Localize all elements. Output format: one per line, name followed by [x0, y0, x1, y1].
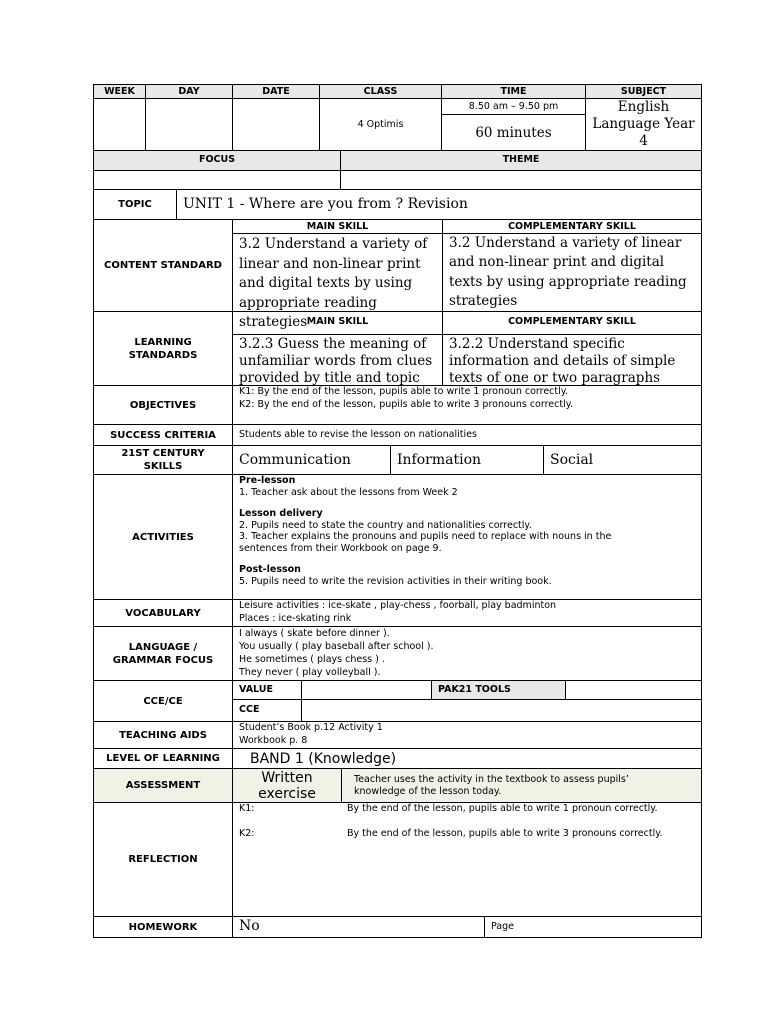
week-header: WEEK — [93, 84, 146, 99]
learning-complementary-skill-text[interactable]: 3.2.2 Understand specific information and details of simple texts of one or two paragraphs — [442, 334, 702, 386]
focus-header: FOCUS — [93, 150, 341, 171]
vocabulary-line-1: Leisure activities : ice-skate , play-chess , foorball, play badminton — [239, 600, 557, 611]
value-label: VALUE — [232, 680, 302, 700]
assessment-label: ASSESSMENT — [93, 768, 233, 803]
teaching-aid-1: Student’s Book p.12 Activity 1 — [239, 722, 383, 733]
content-complementary-skill-text[interactable]: 3.2 Understand a variety of linear and non-linear print and digital texts by using appropriate reading strategies — [442, 233, 702, 312]
activities-label: ACTIVITIES — [93, 474, 233, 600]
cce-field[interactable] — [301, 699, 702, 722]
time-header: TIME — [441, 84, 586, 99]
cce-label: CCE/CE — [93, 680, 233, 722]
theme-header: THEME — [340, 150, 702, 171]
subject-cell[interactable]: English Language Year 4 — [585, 98, 702, 151]
topic-label: TOPIC — [93, 189, 177, 220]
week-cell[interactable] — [93, 98, 146, 151]
learning-main-skill-text[interactable]: 3.2.3 Guess the meaning of unfamiliar words from clues provided by title and topic — [232, 334, 443, 386]
content-standard-label: CONTENT STANDARD — [93, 219, 233, 312]
focus-cell[interactable] — [93, 170, 341, 190]
grammar-line-4: They never ( play volleyball ). — [239, 667, 381, 678]
objective-k2: K2: By the end of the lesson, pupils able to write 3 pronouns correctly. — [239, 398, 574, 410]
class-cell[interactable]: 4 Optimis — [319, 98, 442, 151]
learning-main-skill-header: MAIN SKILL — [232, 311, 443, 335]
reflection-label: REFLECTION — [93, 802, 233, 917]
date-cell[interactable] — [232, 98, 320, 151]
reflection-k2: K2: By the end of the lesson, pupils able to write 3 pronouns correctly. — [239, 827, 663, 839]
date-header: DATE — [232, 84, 320, 99]
reflection-cell[interactable] — [232, 802, 702, 917]
pak21-tools-label: PAK21 TOOLS — [431, 680, 566, 700]
learning-complementary-skill-header: COMPLEMENTARY SKILL — [442, 311, 702, 335]
pre-lesson-step-1: 1. Teacher ask about the lessons from Week 2 — [239, 486, 458, 498]
time-range-cell[interactable]: 8.50 am – 9.50 pm — [441, 98, 586, 115]
skill-information[interactable]: Information — [390, 445, 544, 475]
duration-cell[interactable]: 60 minutes — [441, 114, 586, 151]
learning-standards-label: LEARNING STANDARDS — [93, 311, 233, 386]
subject-header: SUBJECT — [585, 84, 702, 99]
post-lesson-step-5: 5. Pupils need to write the revision activities in their writing book. — [239, 575, 552, 587]
vocabulary-label: VOCABULARY — [93, 599, 233, 627]
homework-page[interactable]: Page — [484, 916, 702, 938]
teaching-aids-cell[interactable] — [232, 721, 702, 749]
level-of-learning-label: LEVEL OF LEARNING — [93, 748, 233, 769]
assessment-method[interactable]: Written exercise — [232, 768, 342, 803]
grammar-line-2: You usually ( play baseball after school ). — [239, 641, 434, 652]
grammar-focus-cell[interactable] — [232, 626, 702, 681]
content-complementary-skill-header: COMPLEMENTARY SKILL — [442, 219, 702, 234]
day-cell[interactable] — [145, 98, 233, 151]
assessment-description[interactable]: Teacher uses the activity in the textbook to assess pupils’ knowledge of the lesson today. — [341, 768, 702, 803]
reflection-k1: K1: By the end of the lesson, pupils able to write 1 pronoun correctly. — [239, 803, 658, 814]
21st-century-skills-label: 21ST CENTURY SKILLS — [93, 445, 233, 475]
lesson-delivery-step-3-cont: sentences from their Workbook on page 9. — [239, 542, 442, 554]
lesson-delivery-heading: Lesson delivery — [239, 508, 323, 519]
content-main-skill-header: MAIN SKILL — [232, 219, 443, 234]
vocabulary-cell[interactable] — [232, 599, 702, 627]
skill-communication[interactable]: Communication — [232, 445, 391, 475]
homework-value[interactable]: No — [232, 916, 485, 938]
vocabulary-line-2: Places : ice-skating rink — [239, 612, 352, 624]
objectives-cell[interactable] — [232, 385, 702, 425]
activities-cell[interactable] — [232, 474, 702, 600]
grammar-focus-label: LANGUAGE / GRAMMAR FOCUS — [93, 626, 233, 681]
pak21-tools-field[interactable] — [565, 680, 702, 700]
teaching-aid-2: Workbook p. 8 — [239, 734, 308, 746]
grammar-line-3: He sometimes ( plays chess ) . — [239, 654, 385, 665]
success-criteria-label: SUCCESS CRITERIA — [93, 424, 233, 446]
value-field[interactable] — [301, 680, 432, 700]
homework-label: HOMEWORK — [93, 916, 233, 938]
post-lesson-heading: Post-lesson — [239, 564, 301, 575]
objectives-label: OBJECTIVES — [93, 385, 233, 425]
level-of-learning-value[interactable]: BAND 1 (Knowledge) — [232, 748, 702, 769]
topic-value[interactable]: UNIT 1 - Where are you from ? Revision — [176, 189, 702, 220]
grammar-line-1: I always ( skate before dinner ). — [239, 628, 390, 639]
class-header: CLASS — [319, 84, 442, 99]
skill-social[interactable]: Social — [543, 445, 702, 475]
pre-lesson-heading: Pre-lesson — [239, 475, 296, 486]
cce-sub-label: CCE — [232, 699, 302, 722]
content-main-skill-text[interactable]: 3.2 Understand a variety of linear and non-linear print and digital texts by using appropriate reading strategies — [232, 233, 443, 312]
theme-cell[interactable] — [340, 170, 702, 190]
lesson-delivery-step-3: 3. Teacher explains the pronouns and pupils need to replace with nouns in the — [239, 531, 612, 542]
success-criteria-value[interactable]: Students able to revise the lesson on nationalities — [232, 424, 702, 446]
lesson-delivery-step-2: 2. Pupils need to state the country and nationalities correctly. — [239, 519, 532, 531]
objective-k1: K1: By the end of the lesson, pupils able to write 1 pronoun correctly. — [239, 386, 569, 397]
day-header: DAY — [145, 84, 233, 99]
teaching-aids-label: TEACHING AIDS — [93, 721, 233, 749]
